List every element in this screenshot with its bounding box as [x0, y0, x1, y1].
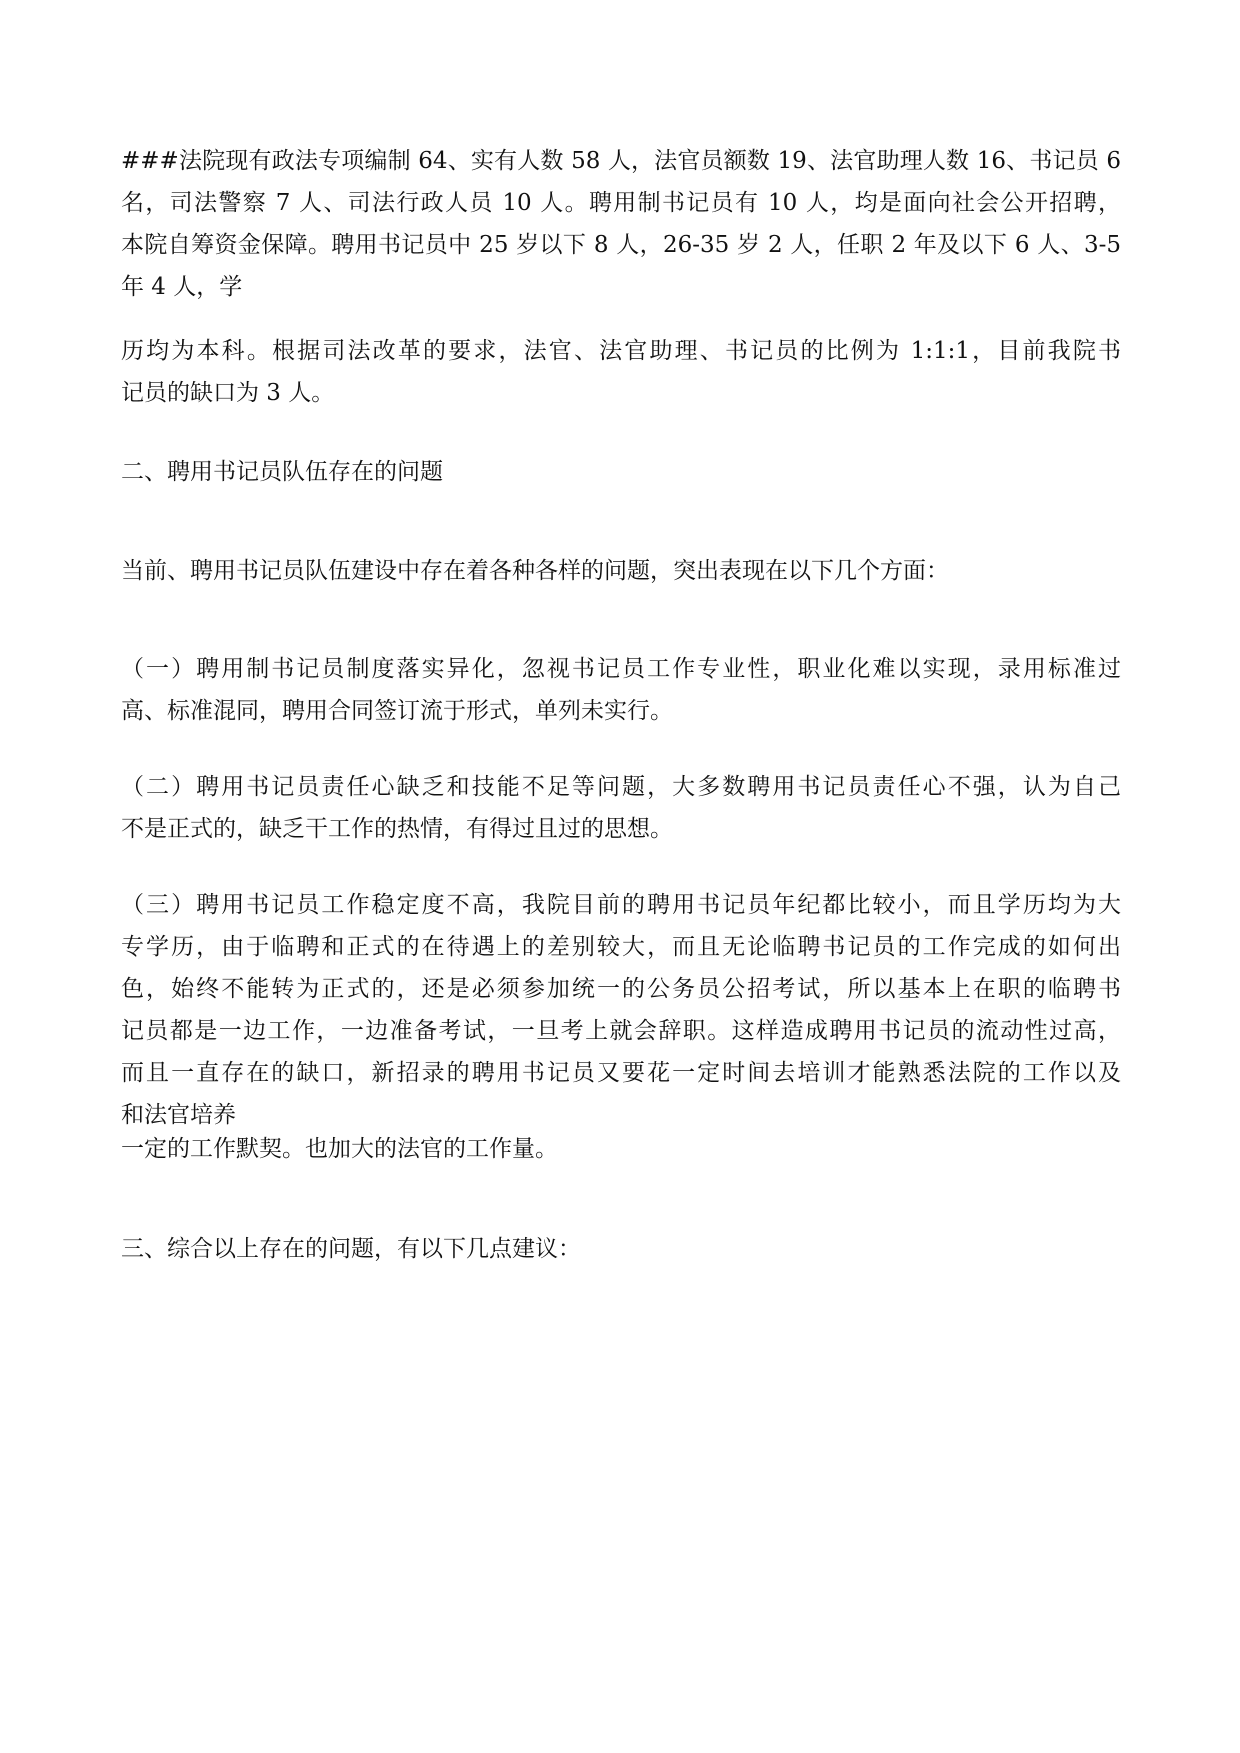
paragraph-problem-3-continued	[121, 1128, 1121, 1170]
section-heading-problems	[121, 451, 1121, 493]
text-line: （一）聘用制书记员制度落实异化，忽视书记员工作专业性，职业化难以实现，录用标准过	[121, 656, 1121, 682]
paragraph-problem-3	[121, 884, 1121, 1136]
text-line: 和法官培养	[121, 1102, 236, 1128]
paragraph-staffing-overview	[121, 140, 1121, 308]
text-line: 专学历，由于临聘和正式的在待遇上的差别较大，而且无论临聘书记员的工作完成的如何出	[121, 934, 1121, 960]
paragraph-ratio-gap	[121, 330, 1121, 414]
paragraph-problems-intro	[121, 550, 1121, 592]
text-line: ###法院现有政法专项编制 64、实有人数 58 人，法官员额数 19、法官助理人数 16、书记员 6	[121, 148, 1121, 174]
paragraph-problem-2	[121, 766, 1121, 850]
text-line: 名，司法警察 7 人、司法行政人员 10 人。聘用制书记员有 10 人，均是面向社会公开招聘，	[121, 190, 1121, 216]
text-line: 一定的工作默契。也加大的法官的工作量。	[121, 1136, 558, 1162]
heading-text: 二、聘用书记员队伍存在的问题	[121, 459, 443, 485]
text-line: 年 4 人，学	[121, 274, 243, 300]
text-line: 高、标准混同，聘用合同签订流于形式，单列未实行。	[121, 698, 673, 724]
section-heading-suggestions	[121, 1228, 1121, 1270]
text-line: 而且一直存在的缺口，新招录的聘用书记员又要花一定时间去培训才能熟悉法院的工作以及	[121, 1060, 1121, 1086]
heading-text: 三、综合以上存在的问题，有以下几点建议：	[121, 1236, 581, 1262]
text-line: 本院自筹资金保障。聘用书记员中 25 岁以下 8 人，26-35 岁 2 人，任职 2 年及以下 6 人、3-5	[121, 232, 1121, 258]
text-line: （三）聘用书记员工作稳定度不高，我院目前的聘用书记员年纪都比较小，而且学历均为大	[121, 892, 1121, 918]
paragraph-problem-1	[121, 648, 1121, 732]
text-line: 历均为本科。根据司法改革的要求，法官、法官助理、书记员的比例为 1:1:1，目前我院书	[121, 338, 1121, 364]
text-line: （二）聘用书记员责任心缺乏和技能不足等问题，大多数聘用书记员责任心不强，认为自己	[121, 774, 1121, 800]
text-line: 记员的缺口为 3 人。	[121, 380, 335, 406]
text-line: 不是正式的，缺乏干工作的热情，有得过且过的思想。	[121, 816, 673, 842]
text-line: 当前、聘用书记员队伍建设中存在着各种各样的问题，突出表现在以下几个方面：	[121, 558, 949, 584]
text-line: 记员都是一边工作，一边准备考试，一旦考上就会辞职。这样造成聘用书记员的流动性过高，	[121, 1018, 1121, 1044]
text-line: 色，始终不能转为正式的，还是必须参加统一的公务员公招考试，所以基本上在职的临聘书	[121, 976, 1121, 1002]
